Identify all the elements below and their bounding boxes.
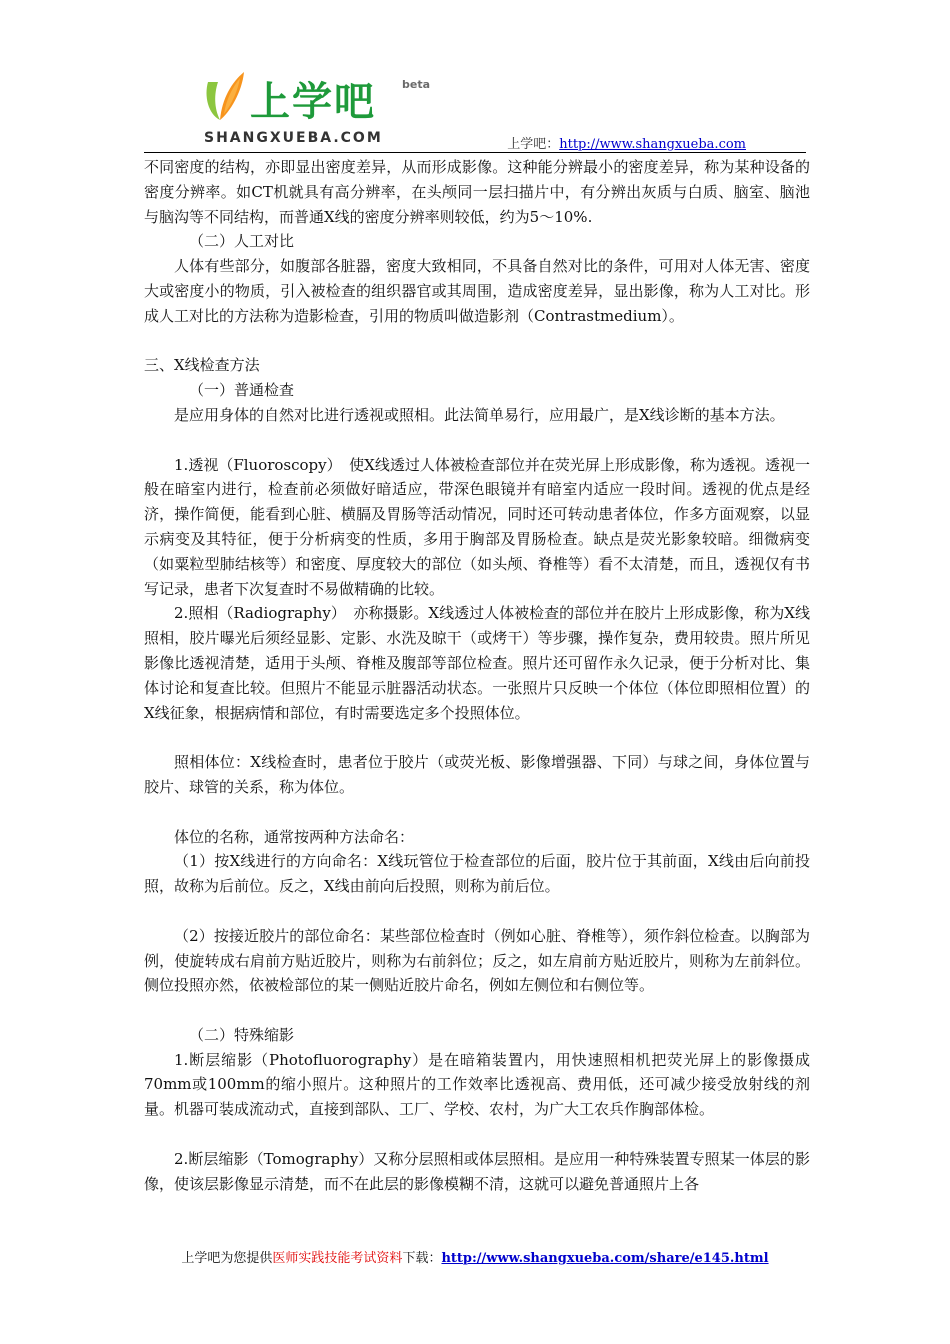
header-site-link[interactable]: http://www.shangxueba.com (559, 137, 746, 152)
blank-line (144, 329, 810, 354)
site-logo[interactable] (202, 68, 442, 150)
paragraph-body-position: 照相体位：X线检查时，患者位于胶片（或荧光板、影像增强器、下同）与球之间，身体位置与胶片、球管的关系，称为体位。 (144, 753, 810, 796)
footer-download-link[interactable]: http://www.shangxueba.com/share/e145.html (441, 1251, 769, 1266)
paragraph-photofluorography: 1.断层缩影（Photofluorography）是在暗箱装置内，用快速照相机把荧光屏上的影像摄成70mm或100mm的缩小照片。这种照片的工作效率比透视高、费用低，还可减少接受放射线的剂量。机器可装成流动式，直接到部队、工厂、学校、农村，为广大工农兵作胸部体检。 (144, 1050, 810, 1119)
paragraph-naming-by-part: （2）按接近胶片的部位命名：某些部位检查时（例如心脏、脊椎等），须作斜位检查。以胸部为例，使旋转成右肩前方贴近胶片，则称为右前斜位；反之，如左肩前方贴近胶片，则称为左前斜位。侧位投照亦然，依被检部位的某一侧贴近胶片命名，例如左侧位和右侧位等。 (144, 926, 810, 995)
heading-xray-methods: 三、X线检查方法 (144, 356, 260, 375)
blank-line (144, 1122, 810, 1147)
paragraph-artificial-contrast: 人体有些部分，如腹部各脏器，密度大致相同，不具备自然对比的条件，可用对人体无害、密度大或密度小的物质，引入被检查的组织器官或其周围，造成密度差异，显出影像，称为人工对比。形成人工对比的方法称为造影检查，引用的物质叫做造影剂（Contrastmedium）。 (144, 257, 810, 325)
paragraph-position-naming: 体位的名称，通常按两种方法命名： (174, 827, 415, 846)
header-divider (144, 152, 806, 153)
footer-mid: 下载： (402, 1251, 442, 1266)
page-header (144, 58, 806, 152)
header-site-label: 上学吧： (507, 137, 560, 152)
paragraph-naming-by-direction: （1）按X线进行的方向命名：X线玩管位于检查部位的后面，胶片位于其前面，X线由后向前投照，故称为后前位。反之，X线由前向后投照，则称为前后位。 (144, 852, 810, 896)
document-body (144, 155, 810, 1196)
paragraph-fluoroscopy: 1.透视（Fluoroscopy） 使X线透过人体被检查部位并在荧光屏上形成影像，称为透视。透视一般在暗室内进行，检查前必须做好暗适应，带深色眼镜并有暗室内适应一段时间。透视的优点是经济，操作简便，能看到心脏、横膈及胃肠等活动情况，同时还可转动患者体位，作多方面观察，以显示病变及其特征，便于分析病变的性质，多用于胸部及胃肠检查。缺点是荧光影象较暗。细微病变（如粟粒型肺结核等）和密度、厚度较大的部位（如头颅、脊椎等）看不太清楚，而且，透视仅有书写记录，患者下次复查时不易做精确的比较。 (144, 455, 810, 598)
blank-line (144, 899, 810, 924)
paragraph-tomography: 2.断层缩影（Tomography）又称分层照相或体层照相。是应用一种特殊装置专照某一体层的影像，使该层影像显示清楚，而不在此层的影像模糊不清，这就可以避免普通照片上各 (144, 1149, 810, 1193)
paragraph-density-resolution: 不同密度的结构，亦即显出密度差异，从而形成影像。这种能分辨最小的密度差异，称为某种设备的密度分辨率。如CT机就具有高分辨率，在头颅同一层扫描片中，有分辨出灰质与白质、脑室、脑池与脑沟等不同结构，而普通X线的密度分辨率则较低，约为5～10%. (144, 158, 810, 226)
paragraph-radiography: 2.照相（Radiography） 亦称摄影。X线透过人体被检查的部位并在胶片上形成影像，称为X线照相，胶片曝光后须经显影、定影、水洗及晾干（或烤干）等步骤，操作复杂，费用较贵。照片所见影像比透视清楚，适用于头颅、脊椎及腹部等部位检查。照片还可留作永久记录，便于分析对比、集体讨论和复查比较。但照片不能显示脏器活动状态。一张照片只反映一个体位（体位即照相位置）的X线征象，根据病情和部位，有时需要选定多个投照体位。 (144, 604, 810, 722)
blank-line (144, 998, 810, 1023)
footer-highlight: 医师实践技能考试资料 (272, 1251, 403, 1266)
page-footer (0, 1247, 950, 1266)
paragraph-general-exam: 是应用身体的自然对比进行透视或照相。此法简单易行，应用最广，是X线诊断的基本方法。 (174, 405, 785, 424)
leaf-logo-icon (202, 68, 248, 126)
heading-special-imaging: （二）特殊缩影 (189, 1025, 295, 1044)
logo-chinese-text: 上学吧 (250, 79, 376, 125)
blank-line (144, 428, 810, 453)
footer-prefix: 上学吧为您提供 (181, 1251, 273, 1266)
blank-line (144, 725, 810, 750)
header-site-link-group (507, 133, 746, 152)
logo-beta-label: beta (402, 78, 431, 91)
heading-general-exam: （一）普通检查 (189, 381, 295, 400)
blank-line (144, 800, 810, 825)
logo-english-text: SHANGXUEBA.COM (204, 130, 383, 146)
heading-artificial-contrast: （二）人工对比 (189, 232, 295, 251)
